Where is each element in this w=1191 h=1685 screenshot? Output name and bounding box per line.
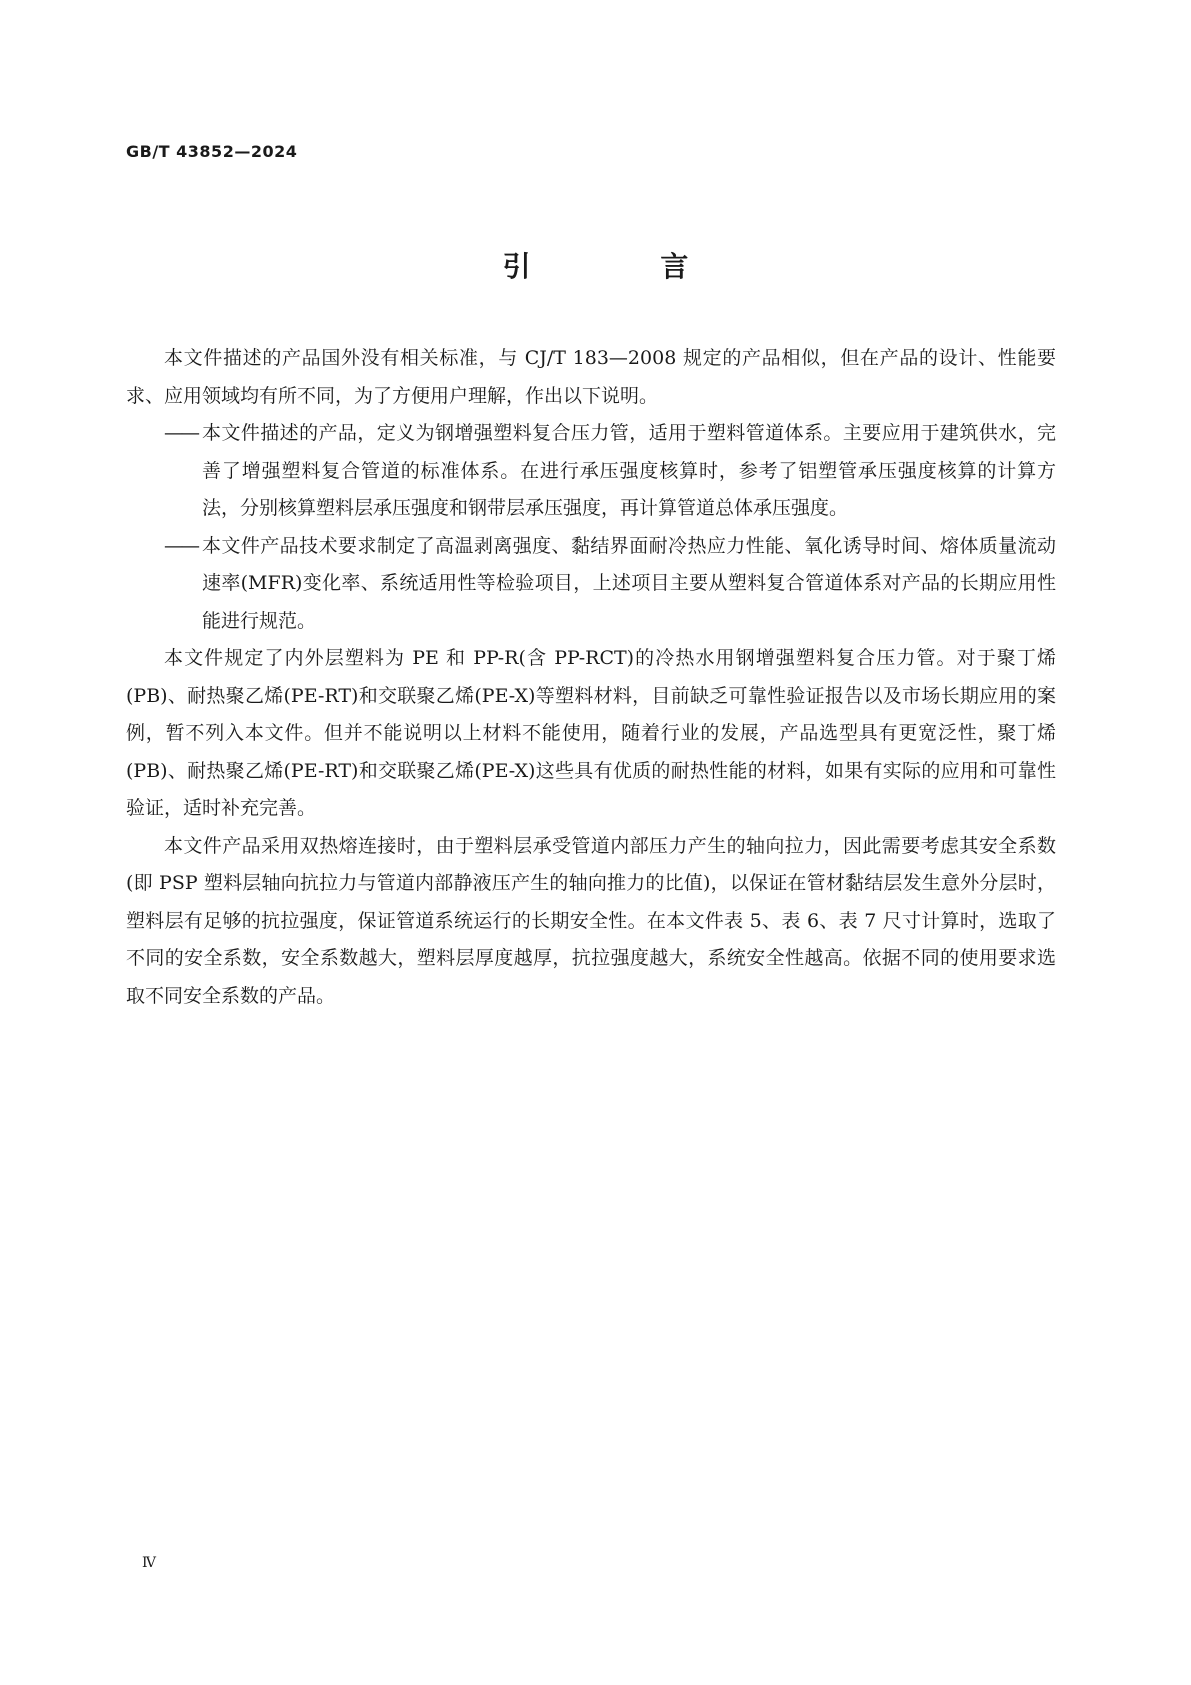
list-item-2-text: 本文件产品技术要求制定了高温剥离强度、黏结界面耐冷热应力性能、氧化诱导时间、熔体质量流动速率(MFR)变化率、系统适用性等检验项目，上述项目主要从塑料复合管道体系对产品的长期应用性能进行规范。 [202,534,1056,632]
paragraph-2: 本文件规定了内外层塑料为 PE 和 PP-R(含 PP-RCT)的冷热水用钢增强塑料复合压力管。对于聚丁烯(PB)、耐热聚乙烯(PE-RT)和交联聚乙烯(PE-X)等塑料材料，目前缺乏可靠性验证报告以及市场长期应用的案例，暂不列入本文件。但并不能说明以上材料不能使用，随着行业的发展，产品选型具有更宽泛性，聚丁烯(PB)、耐热聚乙烯(PE-RT)和交联聚乙烯(PE-X)这些具有优质的耐热性能的材料，如果有实际的应用和可靠性验证，适时补充完善。 [126,647,1056,819]
dash-marker: —— [164,422,198,444]
list-item-2 [126,528,1056,641]
section-title: 引 言 [502,250,749,283]
dash-marker: —— [164,534,198,557]
introduction-body [126,340,1056,1015]
list-item-1 [126,415,1056,528]
paragraph-1: 本文件描述的产品国外没有相关标准，与 CJ/T 183—2008 规定的产品相似，但在产品的设计、性能要求、应用领域均有所不同，为了方便用户理解，作出以下说明。 [126,347,1056,407]
paragraph-3: 本文件产品采用双热熔连接时，由于塑料层承受管道内部压力产生的轴向拉力，因此需要考虑其安全系数(即 PSP 塑料层轴向抗拉力与管道内部静液压产生的轴向推力的比值)，以保证在管材黏结层发生意外分层时，塑料层有足够的抗拉强度，保证管道系统运行的长期安全性。在本文件表 5、表 6、表 7 尺寸计算时，选取了不同的安全系数，安全系数越大，塑料层厚度越厚，抗拉强度越大，系统安全性越高。依据不同的使用要求选取不同安全系数的产品。 [126,834,1056,1007]
standard-number: GB/T 43852—2024 [126,142,298,161]
page-number: Ⅳ [142,1555,156,1571]
list-item-1-text: 本文件描述的产品，定义为钢增强塑料复合压力管，适用于塑料管道体系。主要应用于建筑供水，完善了增强塑料复合管道的标准体系。在进行承压强度核算时，参考了铝塑管承压强度核算的计算方法，分别核算塑料层承压强度和钢带层承压强度，再计算管道总体承压强度。 [202,422,1056,519]
